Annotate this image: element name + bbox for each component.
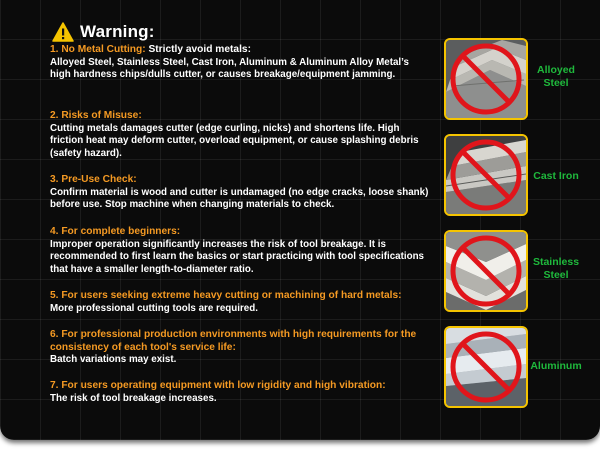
warning-item-text: Batch variations may exist. (50, 354, 177, 365)
warning-item-5 (50, 290, 430, 315)
warning-item-text: Confirm material is wood and cutter is undamaged (no edge cracks, loose shank) before use. Stop machine when changing materials to check. (50, 186, 429, 210)
warning-item-heading-tail: Strictly avoid metals: (145, 44, 251, 55)
material-photo-cast-iron (444, 134, 528, 216)
warning-item-6 (50, 329, 430, 367)
warning-header (52, 22, 155, 42)
warning-item-text: Improper operation significantly increases the risk of tool breakage. It is recommended to first learn the basics or start practicing with tool specifications that have a smaller length-to-diameter ratio. (50, 238, 424, 275)
warning-item-heading: 1. No Metal Cutting: (50, 44, 146, 55)
material-label-cast-iron: Cast Iron (533, 170, 579, 182)
warning-item-7 (50, 380, 430, 405)
material-photo-stainless-steel (444, 230, 528, 312)
warning-item-2 (50, 110, 430, 160)
warning-item-1 (50, 44, 430, 82)
material-label-stainless-steel: Stainless Steel (532, 256, 580, 281)
warning-item-text: Alloyed Steel, Stainless Steel, Cast Iron, Aluminum & Aluminum Alloy Metal’s high hardness chips/dulls cutter, or causes breakage/equipment jamming. (50, 56, 409, 80)
warning-item-heading: 3. Pre-Use Check: (50, 174, 137, 185)
warning-item-heading: 2. Risks of Misuse: (50, 110, 142, 121)
warning-item-text: The risk of tool breakage increases. (50, 392, 217, 404)
warning-item-4 (50, 226, 430, 276)
warning-triangle-icon (52, 22, 74, 42)
metal-plates-photo (446, 328, 526, 406)
material-photo-alloyed-steel (444, 38, 528, 120)
metal-plates-photo (446, 232, 526, 310)
warning-item-text: Cutting metals damages cutter (edge curling, nicks) and shortens life. High friction heat may deform cutter, overload equipment, or cause splashing debris (safety hazard). (50, 122, 419, 159)
material-label-alloyed-steel: Alloyed Steel (537, 64, 575, 89)
metal-plates-photo (446, 40, 526, 118)
warning-item-heading: 7. For users operating equipment with low rigidity and high vibration: (50, 380, 386, 391)
warning-item-heading: 4. For complete beginners: (50, 226, 181, 237)
material-label-aluminum: Aluminum (530, 360, 582, 372)
warning-item-text: More professional cutting tools are required. (50, 302, 258, 314)
warning-title: Warning: (80, 22, 155, 41)
warning-item-3 (50, 174, 430, 212)
warning-item-heading: 6. For professional production environments with high requirements for the consistency of each tool's service life: (50, 329, 417, 353)
warning-item-heading: 5. For users seeking extreme heavy cutting or machining of hard metals: (50, 290, 402, 301)
material-photo-aluminum (444, 326, 528, 408)
metal-plates-photo (446, 136, 526, 214)
